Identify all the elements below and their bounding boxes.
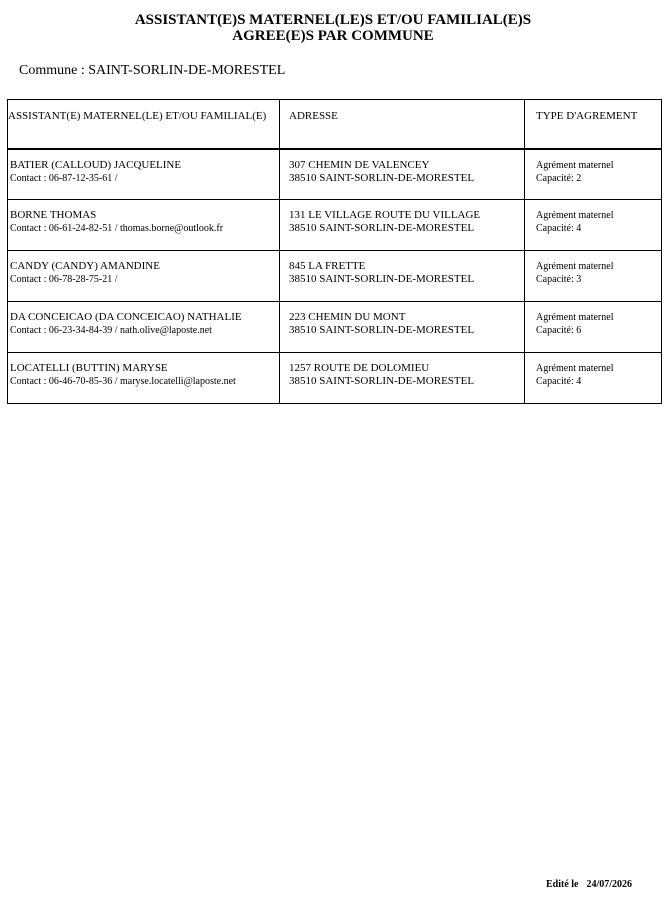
table-row [8,251,662,302]
assistant-contact: Contact : 06-87-12-35-61 / [10,172,118,184]
address-cell [280,302,525,353]
agrement-type: Agrément maternel [536,210,614,221]
assistant-cell [8,149,280,200]
edition-date: 24/07/2026 [586,879,633,890]
address-city: 38510 SAINT-SORLIN-DE-MORESTEL [289,273,475,285]
address-city: 38510 SAINT-SORLIN-DE-MORESTEL [289,171,475,184]
table-row [8,200,662,251]
assistant-name: DA CONCEICAO (DA CONCEICAO) NATHALIE [10,311,242,323]
address-cell [280,353,525,404]
assistant-cell [8,251,280,302]
assistant-contact: Contact : 06-61-24-82-51 / thomas.borne@outlook.fr [10,223,224,234]
address-cell [280,200,525,251]
agrement-capacity: Capacité: 6 [536,325,582,336]
assistant-cell [8,353,280,404]
agrement-type: Agrément maternel [536,261,614,272]
column-header-adresse [280,100,525,149]
agrement-cell [525,200,662,251]
column-header-type-agrement-label: TYPE D'AGREMENT [536,110,638,122]
document-title-line-2: AGREE(E)S PAR COMMUNE [232,28,434,44]
edition-label: Edité le [546,879,579,890]
agrement-capacity: Capacité: 2 [536,172,582,184]
document-title [0,12,666,44]
agrement-cell [525,302,662,353]
assistant-name: LOCATELLI (BUTTIN) MARYSE [10,362,168,374]
agrement-type: Agrément maternel [536,159,614,171]
assistant-contact: Contact : 06-78-28-75-21 / [10,274,118,285]
column-header-adresse-label: ADRESSE [289,110,338,122]
address-street: 223 CHEMIN DU MONT [289,311,406,323]
address-street: 845 LA FRETTE [289,260,366,272]
address-city: 38510 SAINT-SORLIN-DE-MORESTEL [289,222,475,234]
commune-label: Commune : SAINT-SORLIN-DE-MORESTEL [19,63,286,78]
agrement-type: Agrément maternel [536,363,614,374]
agrement-cell [525,149,662,200]
table-row [8,149,662,200]
address-city: 38510 SAINT-SORLIN-DE-MORESTEL [289,324,475,336]
agrement-capacity: Capacité: 3 [536,274,582,285]
assistant-contact: Contact : 06-23-34-84-39 / nath.olive@laposte.net [10,325,212,336]
table-row [8,353,662,404]
edition-footer [546,879,632,890]
assistant-name: BATIER (CALLOUD) JACQUELINE [10,158,182,171]
address-cell [280,251,525,302]
address-street: 307 CHEMIN DE VALENCEY [289,158,430,171]
agrement-type: Agrément maternel [536,312,614,323]
assistant-cell [8,200,280,251]
assistant-cell [8,302,280,353]
column-header-assistant [8,100,280,149]
assistants-table [7,99,662,404]
address-cell [280,149,525,200]
agrement-capacity: Capacité: 4 [536,223,582,234]
agrement-cell [525,251,662,302]
address-city: 38510 SAINT-SORLIN-DE-MORESTEL [289,375,475,387]
assistant-name: BORNE THOMAS [10,209,97,221]
table-header-row [8,100,662,149]
column-header-type-agrement [525,100,662,149]
document-title-line-1: ASSISTANT(E)S MATERNEL(LE)S ET/OU FAMILIAL(E)S [134,12,532,28]
assistant-name: CANDY (CANDY) AMANDINE [10,260,160,272]
address-street: 1257 ROUTE DE DOLOMIEU [289,362,430,374]
table-row [8,302,662,353]
column-header-assistant-label: ASSISTANT(E) MATERNEL(LE) ET/OU FAMILIAL(E) [8,110,267,122]
assistant-contact: Contact : 06-46-70-85-36 / maryse.locatelli@laposte.net [10,376,236,387]
address-street: 131 LE VILLAGE ROUTE DU VILLAGE [289,209,481,221]
agrement-capacity: Capacité: 4 [536,376,582,387]
agrement-cell [525,353,662,404]
